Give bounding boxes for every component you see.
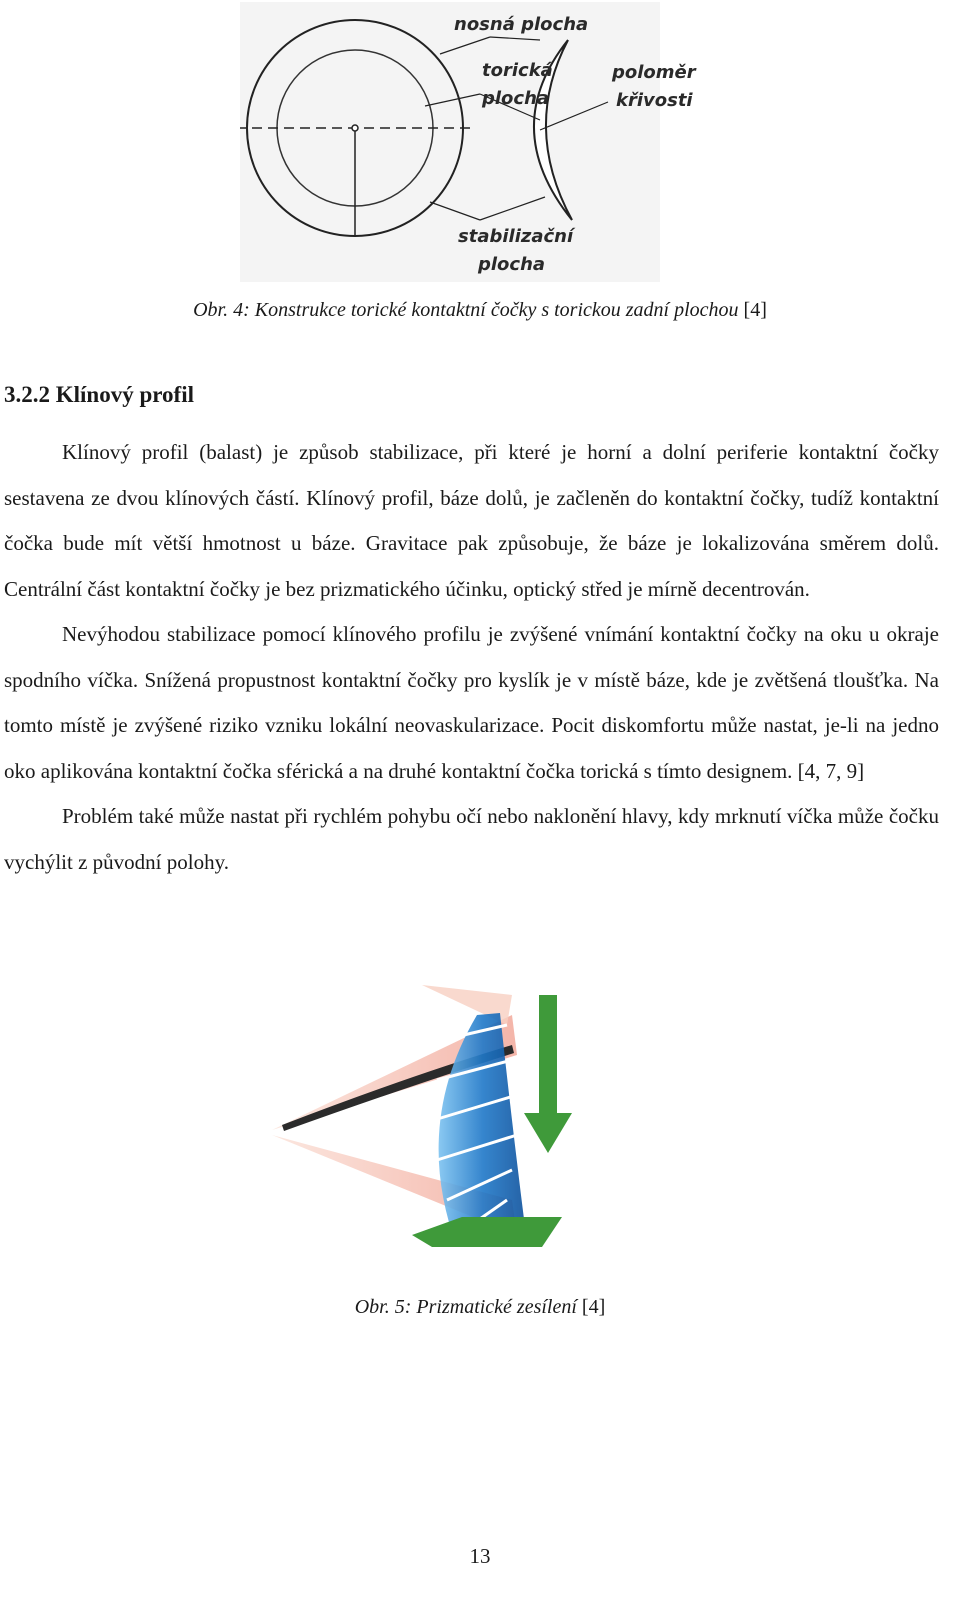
paragraph-2: Nevýhodou stabilizace pomocí klínového profilu je zvýšené vnímání kontaktní čočky na oku u okraje spodního víčka. Snížená propustnost kontaktní čočky pro kyslík je v místě báze, kde je zvětšená tloušťka. Na tomto místě je zvýšené riziko vzniku lokální neovaskularizace. Pocit diskomfortu může nastat, je-li na jedno oko aplikována kontaktní čočka sférická a na druhé kontaktní čočka torická s tímto designem. [4, 7, 9] bbox=[4, 622, 939, 783]
label-toricka: torická bbox=[482, 60, 553, 81]
gravity-arrow-head bbox=[524, 1113, 572, 1153]
section-heading: 3.2.2 Klínový profil bbox=[4, 382, 194, 407]
diagram-background bbox=[240, 2, 660, 282]
figure-4-caption bbox=[0, 299, 960, 322]
figure-4-caption-text: Obr. 4: Konstrukce torické kontaktní čočky s torickou zadní plochou bbox=[193, 299, 739, 321]
figure-toric-lens bbox=[240, 2, 696, 282]
gravity-arrow-shaft bbox=[539, 995, 557, 1115]
figure-4-caption-ref: [4] bbox=[743, 299, 767, 321]
label-plocha-stabilizacni: plocha bbox=[478, 254, 546, 275]
paragraph-1: Klínový profil (balast) je způsob stabilizace, při které je horní a dolní periferie kontaktní čočky sestavena ze dvou klínových částí. Klínový profil, báze dolů, je začleněn do kontaktní čočky, tudíž kontaktní čočka bude mít větší hmotnost u báze. Gravitace pak způsobuje, že báze je lokalizována směrem dolů. Centrální část kontaktní čočky je bez prizmatického účinku, optický střed je mírně decentrován. bbox=[4, 440, 939, 601]
figure-prism-ballast bbox=[262, 985, 682, 1285]
page-number: 13 bbox=[469, 1544, 491, 1568]
center-point bbox=[352, 125, 358, 131]
label-nosna-plocha: nosná plocha bbox=[454, 14, 589, 35]
label-polomer: poloměr bbox=[612, 62, 696, 83]
ballast-wedge bbox=[412, 1217, 562, 1247]
label-plocha-toricka: plocha bbox=[482, 88, 550, 109]
figure-5-caption-ref: [4] bbox=[581, 1296, 606, 1318]
label-krivosti: křivosti bbox=[616, 90, 693, 111]
figure-5-caption-text: Obr. 5: Prizmatické zesílení bbox=[354, 1296, 577, 1318]
paragraph-3: Problém také může nastat při rychlém pohybu očí nebo naklonění hlavy, kdy mrknutí víčka může čočku vychýlit z původní polohy. bbox=[4, 804, 939, 874]
figure-5-caption bbox=[0, 1296, 960, 1319]
prism-ballast-illustration bbox=[262, 985, 682, 1285]
label-stabilizacni: stabilizační bbox=[458, 226, 574, 247]
toric-lens-diagram bbox=[240, 2, 660, 282]
section-body bbox=[4, 430, 939, 885]
